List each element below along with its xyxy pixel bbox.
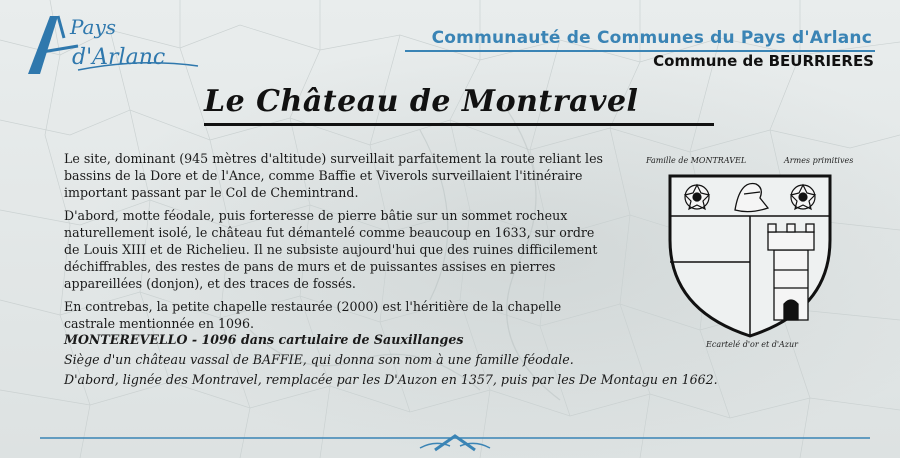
history-line: Siège d'un château vassal de BAFFIE, qui donna son nom à une famille féodale.	[64, 352, 574, 367]
bottom-ornament-rule	[40, 432, 870, 452]
page-title: Le Château de Montravel	[204, 84, 639, 119]
community-header: Communauté de Communes du Pays d'Arlanc	[431, 28, 872, 48]
coat-of-arms-shield-icon	[660, 170, 840, 340]
rose-icon	[685, 185, 709, 209]
history-line: D'abord, lignée des Montravel, remplacée par les D'Auzon en 1357, puis par les De Montagu en 1662.	[64, 372, 718, 387]
title-underline	[204, 123, 714, 126]
history-block	[64, 330, 784, 390]
history-line: MONTEREVELLO - 1096 dans cartulaire de Sauxillanges	[64, 332, 464, 347]
commune-header: Commune de BEURRIERES	[653, 52, 874, 70]
arms-caption-right: Armes primitives	[784, 156, 854, 165]
svg-text:Pays: Pays	[70, 15, 117, 39]
arms-caption-left: Famille de MONTRAVEL	[646, 156, 747, 165]
body-text	[64, 150, 604, 338]
svg-text:d'Arlanc: d'Arlanc	[72, 45, 166, 70]
arms-caption-bottom: Ecartelé d'or et d'Azur	[706, 340, 798, 349]
pays-arlanc-logo	[18, 8, 208, 86]
body-paragraph: D'abord, motte féodale, puis forteresse de pierre bâtie sur un sommet rocheux naturellement isolé, le château fut démantelé comme beaucoup en 1633, sur ordre de Louis XIII et de Richelieu. Il ne subsiste aujourd'hui que des ruines difficilement déchiffrables, des restes de pans de murs et de puissantes assises en pierres appareillées (donjon), et des traces de fossés.	[64, 208, 598, 291]
body-paragraph: Le site, dominant (945 mètres d'altitude) surveillait parfaitement la route reliant les bassins de la Dore et de l'Ance, comme Baffie et Viverols surveillaient l'itinéraire important passant par le Col de Chemintrand.	[64, 151, 603, 200]
body-paragraph: En contrebas, la petite chapelle restaurée (2000) est l'héritière de la chapelle castrale mentionnée en 1096.	[64, 299, 562, 331]
